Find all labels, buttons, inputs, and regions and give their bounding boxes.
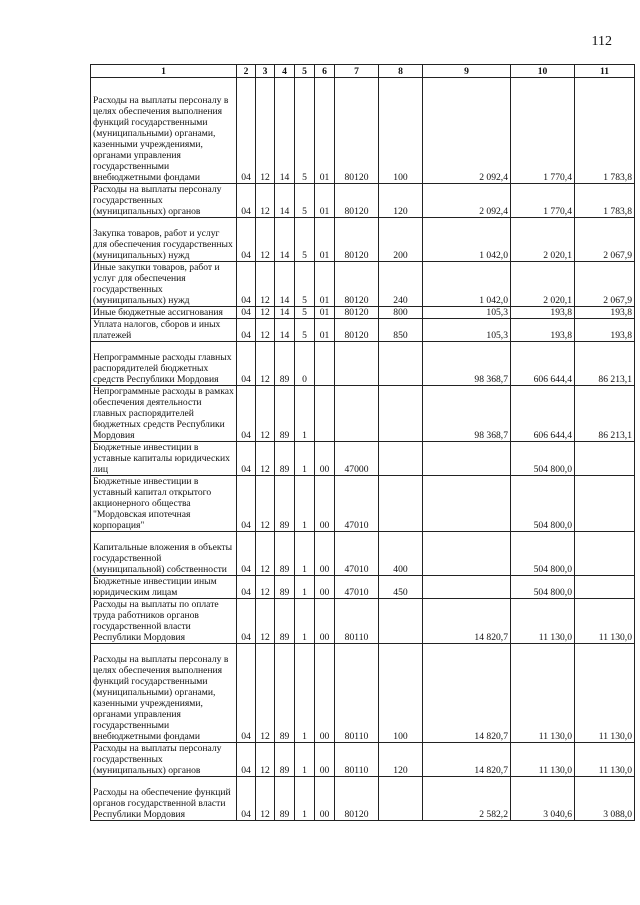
cell-col-2: 04 — [237, 342, 256, 386]
page-number: 112 — [591, 34, 612, 49]
cell-col-5: 0 — [295, 342, 315, 386]
cell-col-4: 89 — [275, 342, 295, 386]
row-name-cell: Расходы на выплаты персоналу в целях обеспечения выполнения функций государственными (муниципальными) органами, казенными учреждениями, органами управления государственными внебюджетными фондами — [91, 644, 237, 743]
cell-col-11: 1 783,8 — [575, 184, 635, 218]
cell-col-10: 193,8 — [511, 319, 575, 342]
table-row — [91, 218, 635, 262]
column-header-6: 6 — [315, 65, 335, 78]
cell-col-7: 47010 — [335, 576, 379, 599]
cell-col-3: 12 — [256, 262, 275, 307]
row-name-cell: Закупка товаров, работ и услуг для обеспечения государственных (муниципальных) нужд — [91, 218, 237, 262]
cell-col-11: 193,8 — [575, 319, 635, 342]
cell-col-11: 86 213,1 — [575, 342, 635, 386]
cell-col-11: 11 130,0 — [575, 599, 635, 644]
cell-col-11 — [575, 576, 635, 599]
cell-col-4: 89 — [275, 777, 295, 821]
cell-col-7: 80120 — [335, 307, 379, 319]
cell-col-8: 100 — [379, 78, 423, 184]
row-name-cell: Бюджетные инвестиции иным юридическим лицам — [91, 576, 237, 599]
cell-col-5: 1 — [295, 532, 315, 576]
cell-col-10: 2 020,1 — [511, 262, 575, 307]
cell-col-7: 80110 — [335, 599, 379, 644]
cell-col-8 — [379, 476, 423, 532]
column-header-7: 7 — [335, 65, 379, 78]
cell-col-3: 12 — [256, 78, 275, 184]
cell-col-3: 12 — [256, 218, 275, 262]
column-header-1: 1 — [91, 65, 237, 78]
cell-col-10: 504 800,0 — [511, 442, 575, 476]
cell-col-2: 04 — [237, 576, 256, 599]
cell-col-2: 04 — [237, 599, 256, 644]
row-name-cell: Расходы на выплаты персоналу государственных (муниципальных) органов — [91, 743, 237, 777]
cell-col-5: 5 — [295, 262, 315, 307]
cell-col-4: 89 — [275, 743, 295, 777]
row-name-cell: Расходы на выплаты персоналу в целях обеспечения выполнения функций государственными (муниципальными) органами, казенными учреждениями, органами управления государственными внебюджетными фондами — [91, 78, 237, 184]
cell-col-6: 00 — [315, 743, 335, 777]
cell-col-6 — [315, 342, 335, 386]
cell-col-8: 120 — [379, 743, 423, 777]
cell-col-5: 1 — [295, 743, 315, 777]
cell-col-2: 04 — [237, 307, 256, 319]
cell-col-9: 98 368,7 — [423, 386, 511, 442]
row-name-cell: Иные закупки товаров, работ и услуг для обеспечения государственных (муниципальных) нужд — [91, 262, 237, 307]
cell-col-4: 89 — [275, 386, 295, 442]
table-row — [91, 307, 635, 319]
table-row — [91, 78, 635, 184]
cell-col-4: 14 — [275, 319, 295, 342]
row-name-cell: Иные бюджетные ассигнования — [91, 307, 237, 319]
table-row — [91, 342, 635, 386]
cell-col-2: 04 — [237, 184, 256, 218]
cell-col-10: 11 130,0 — [511, 644, 575, 743]
row-name-cell: Расходы на выплаты персоналу государственных (муниципальных) органов — [91, 184, 237, 218]
cell-col-9: 1 042,0 — [423, 218, 511, 262]
table-row — [91, 599, 635, 644]
cell-col-3: 12 — [256, 476, 275, 532]
table-row — [91, 743, 635, 777]
cell-col-3: 12 — [256, 319, 275, 342]
cell-col-7: 80120 — [335, 184, 379, 218]
cell-col-4: 14 — [275, 307, 295, 319]
cell-col-11: 11 130,0 — [575, 743, 635, 777]
row-name-cell: Непрограммные расходы в рамках обеспечения деятельности главных распорядителей бюджетных средств Республики Мордовия — [91, 386, 237, 442]
cell-col-9: 105,3 — [423, 319, 511, 342]
cell-col-3: 12 — [256, 184, 275, 218]
cell-col-10: 3 040,6 — [511, 777, 575, 821]
cell-col-5: 5 — [295, 78, 315, 184]
cell-col-9: 14 820,7 — [423, 599, 511, 644]
cell-col-7: 80120 — [335, 262, 379, 307]
cell-col-11: 2 067,9 — [575, 262, 635, 307]
cell-col-10: 11 130,0 — [511, 743, 575, 777]
cell-col-6: 00 — [315, 777, 335, 821]
table-row — [91, 532, 635, 576]
cell-col-10: 1 770,4 — [511, 184, 575, 218]
cell-col-8 — [379, 442, 423, 476]
cell-col-6: 01 — [315, 262, 335, 307]
cell-col-2: 04 — [237, 218, 256, 262]
cell-col-8: 120 — [379, 184, 423, 218]
cell-col-5: 1 — [295, 644, 315, 743]
cell-col-11: 1 783,8 — [575, 78, 635, 184]
cell-col-5: 5 — [295, 319, 315, 342]
row-name-cell: Непрограммные расходы главных распорядителей бюджетных средств Республики Мордовия — [91, 342, 237, 386]
cell-col-4: 89 — [275, 442, 295, 476]
cell-col-3: 12 — [256, 386, 275, 442]
cell-col-2: 04 — [237, 777, 256, 821]
cell-col-8: 240 — [379, 262, 423, 307]
cell-col-6: 00 — [315, 442, 335, 476]
cell-col-10: 193,8 — [511, 307, 575, 319]
cell-col-5: 5 — [295, 218, 315, 262]
cell-col-4: 89 — [275, 532, 295, 576]
cell-col-8: 200 — [379, 218, 423, 262]
table-row — [91, 576, 635, 599]
cell-col-10: 504 800,0 — [511, 476, 575, 532]
cell-col-6: 01 — [315, 184, 335, 218]
cell-col-2: 04 — [237, 262, 256, 307]
table-row — [91, 777, 635, 821]
cell-col-7: 80120 — [335, 78, 379, 184]
cell-col-2: 04 — [237, 476, 256, 532]
cell-col-9: 1 042,0 — [423, 262, 511, 307]
cell-col-3: 12 — [256, 442, 275, 476]
cell-col-7: 47010 — [335, 532, 379, 576]
cell-col-9: 2 092,4 — [423, 184, 511, 218]
cell-col-6: 01 — [315, 319, 335, 342]
cell-col-5: 1 — [295, 442, 315, 476]
row-name-cell: Расходы на выплаты по оплате труда работников органов государственной власти Республики Мордовия — [91, 599, 237, 644]
cell-col-4: 14 — [275, 184, 295, 218]
cell-col-6: 00 — [315, 532, 335, 576]
row-name-cell: Бюджетные инвестиции в уставный капитал открытого акционерного общества "Мордовская ипотечная корпорация" — [91, 476, 237, 532]
cell-col-2: 04 — [237, 743, 256, 777]
column-header-9: 9 — [423, 65, 511, 78]
cell-col-9: 98 368,7 — [423, 342, 511, 386]
cell-col-9: 14 820,7 — [423, 644, 511, 743]
cell-col-5: 5 — [295, 307, 315, 319]
cell-col-9: 14 820,7 — [423, 743, 511, 777]
column-header-5: 5 — [295, 65, 315, 78]
cell-col-6: 00 — [315, 599, 335, 644]
cell-col-3: 12 — [256, 532, 275, 576]
column-header-11: 11 — [575, 65, 635, 78]
cell-col-9 — [423, 576, 511, 599]
cell-col-5: 1 — [295, 599, 315, 644]
table-row — [91, 184, 635, 218]
cell-col-3: 12 — [256, 777, 275, 821]
cell-col-8 — [379, 777, 423, 821]
cell-col-6: 00 — [315, 476, 335, 532]
cell-col-8: 800 — [379, 307, 423, 319]
cell-col-5: 1 — [295, 386, 315, 442]
cell-col-10: 1 770,4 — [511, 78, 575, 184]
cell-col-9: 2 092,4 — [423, 78, 511, 184]
cell-col-7: 80120 — [335, 319, 379, 342]
cell-col-10: 2 020,1 — [511, 218, 575, 262]
cell-col-2: 04 — [237, 442, 256, 476]
cell-col-5: 1 — [295, 777, 315, 821]
cell-col-4: 89 — [275, 599, 295, 644]
row-name-cell: Бюджетные инвестиции в уставные капиталы юридических лиц — [91, 442, 237, 476]
cell-col-6: 01 — [315, 218, 335, 262]
column-header-4: 4 — [275, 65, 295, 78]
header-row — [91, 65, 635, 78]
budget-table — [90, 64, 635, 821]
table-row — [91, 262, 635, 307]
cell-col-7: 80120 — [335, 218, 379, 262]
cell-col-9: 2 582,2 — [423, 777, 511, 821]
cell-col-8: 400 — [379, 532, 423, 576]
cell-col-8: 850 — [379, 319, 423, 342]
cell-col-4: 89 — [275, 476, 295, 532]
cell-col-11: 86 213,1 — [575, 386, 635, 442]
row-name-cell: Капитальные вложения в объекты государственной (муниципальной) собственности — [91, 532, 237, 576]
cell-col-5: 1 — [295, 576, 315, 599]
cell-col-7: 80110 — [335, 644, 379, 743]
cell-col-6 — [315, 386, 335, 442]
cell-col-2: 04 — [237, 78, 256, 184]
cell-col-10: 606 644,4 — [511, 386, 575, 442]
table-row — [91, 476, 635, 532]
cell-col-11: 11 130,0 — [575, 644, 635, 743]
cell-col-7: 47010 — [335, 476, 379, 532]
cell-col-8 — [379, 386, 423, 442]
cell-col-8: 450 — [379, 576, 423, 599]
row-name-cell: Расходы на обеспечение функций органов государственной власти Республики Мордовия — [91, 777, 237, 821]
cell-col-2: 04 — [237, 644, 256, 743]
cell-col-4: 89 — [275, 576, 295, 599]
cell-col-10: 11 130,0 — [511, 599, 575, 644]
cell-col-11 — [575, 532, 635, 576]
column-header-10: 10 — [511, 65, 575, 78]
cell-col-7: 47000 — [335, 442, 379, 476]
cell-col-5: 1 — [295, 476, 315, 532]
cell-col-4: 14 — [275, 218, 295, 262]
cell-col-11: 193,8 — [575, 307, 635, 319]
cell-col-11: 2 067,9 — [575, 218, 635, 262]
cell-col-3: 12 — [256, 342, 275, 386]
cell-col-9 — [423, 442, 511, 476]
cell-col-3: 12 — [256, 644, 275, 743]
cell-col-2: 04 — [237, 319, 256, 342]
column-header-3: 3 — [256, 65, 275, 78]
cell-col-8: 100 — [379, 644, 423, 743]
table-row — [91, 319, 635, 342]
cell-col-9 — [423, 532, 511, 576]
cell-col-6: 01 — [315, 307, 335, 319]
cell-col-11 — [575, 476, 635, 532]
cell-col-9 — [423, 476, 511, 532]
cell-col-7 — [335, 342, 379, 386]
column-header-8: 8 — [379, 65, 423, 78]
cell-col-3: 12 — [256, 743, 275, 777]
cell-col-3: 12 — [256, 307, 275, 319]
cell-col-8 — [379, 599, 423, 644]
cell-col-5: 5 — [295, 184, 315, 218]
cell-col-10: 504 800,0 — [511, 532, 575, 576]
cell-col-9: 105,3 — [423, 307, 511, 319]
row-name-cell: Уплата налогов, сборов и иных платежей — [91, 319, 237, 342]
cell-col-7 — [335, 386, 379, 442]
column-header-2: 2 — [237, 65, 256, 78]
cell-col-3: 12 — [256, 599, 275, 644]
cell-col-4: 89 — [275, 644, 295, 743]
table-row — [91, 442, 635, 476]
cell-col-11: 3 088,0 — [575, 777, 635, 821]
cell-col-2: 04 — [237, 386, 256, 442]
cell-col-10: 606 644,4 — [511, 342, 575, 386]
cell-col-7: 80120 — [335, 777, 379, 821]
cell-col-8 — [379, 342, 423, 386]
cell-col-4: 14 — [275, 262, 295, 307]
cell-col-6: 01 — [315, 78, 335, 184]
cell-col-6: 00 — [315, 644, 335, 743]
cell-col-2: 04 — [237, 532, 256, 576]
cell-col-11 — [575, 442, 635, 476]
cell-col-7: 80110 — [335, 743, 379, 777]
cell-col-10: 504 800,0 — [511, 576, 575, 599]
cell-col-6: 00 — [315, 576, 335, 599]
cell-col-4: 14 — [275, 78, 295, 184]
table-row — [91, 386, 635, 442]
cell-col-3: 12 — [256, 576, 275, 599]
table-row — [91, 644, 635, 743]
